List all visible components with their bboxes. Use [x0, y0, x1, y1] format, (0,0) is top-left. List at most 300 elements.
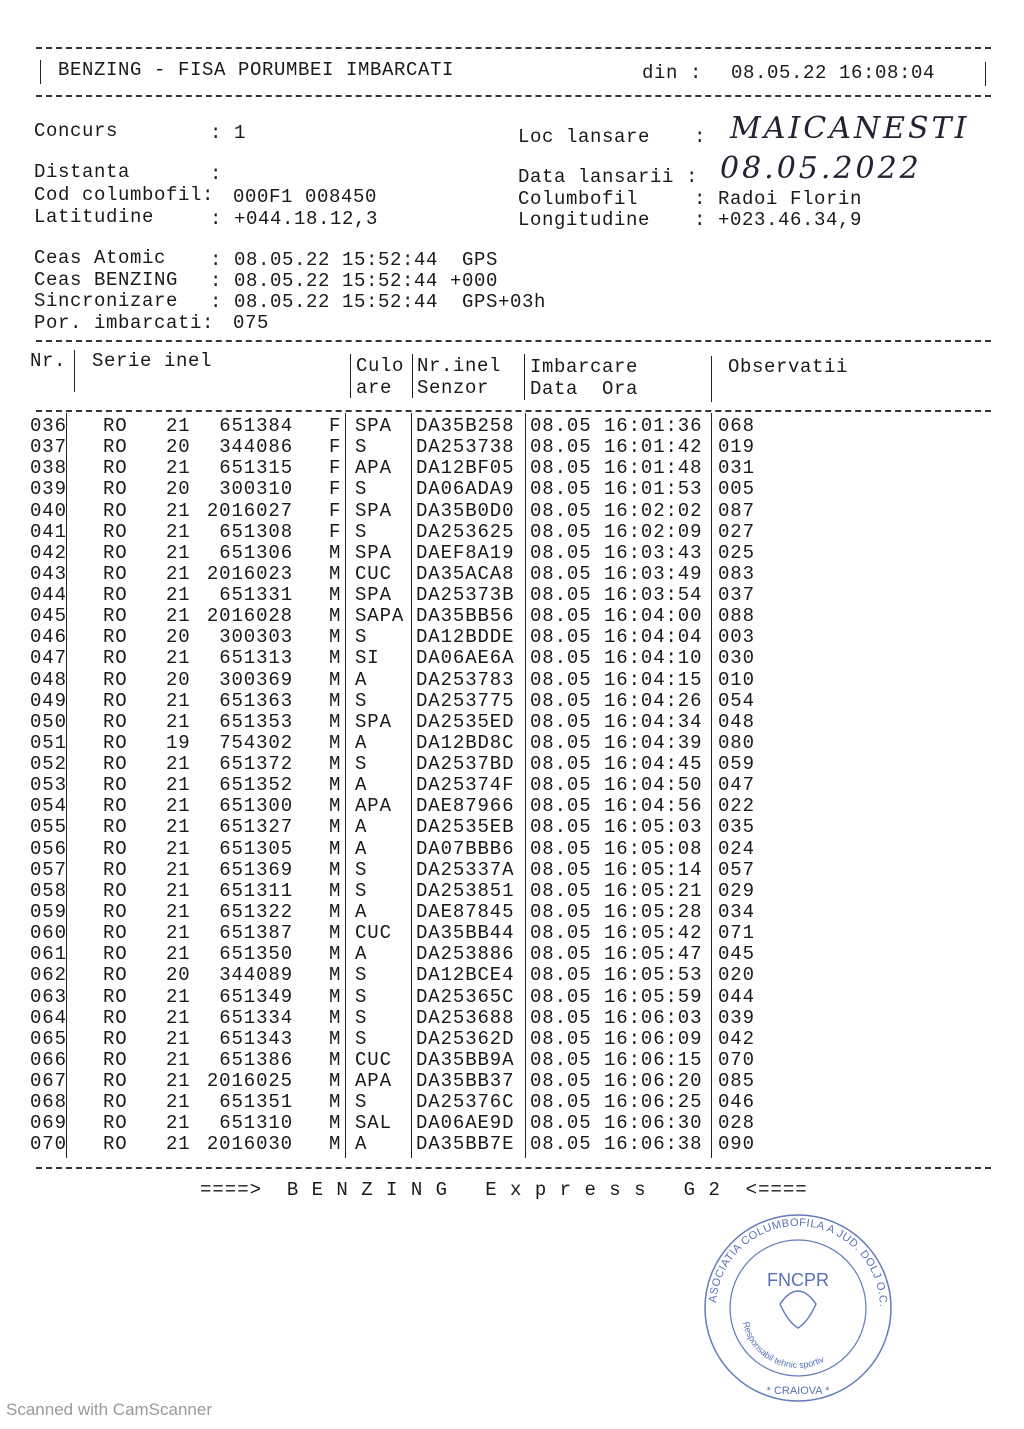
sex: F [329, 415, 342, 437]
row-nr: 069 [30, 1112, 67, 1135]
din-value: 08.05.22 16:08:04 [731, 62, 936, 84]
sex: F [329, 520, 342, 543]
ring-year: 20 [166, 626, 191, 649]
ring-country: RO [103, 541, 128, 564]
svg-text:Responsabil tehnic sportiv: Responsabil tehnic sportiv [740, 1320, 826, 1371]
color: CUC [355, 562, 392, 585]
sex: M [329, 731, 342, 754]
embark-date: 08.05 [530, 647, 592, 670]
ring-year: 21 [166, 1048, 191, 1071]
sex: M [329, 626, 342, 649]
ring-number: 651322 [219, 900, 293, 923]
document-title: BENZING - FISA PORUMBEI IMBARCATI [58, 59, 455, 81]
table-row [0, 648, 1024, 669]
observation: 027 [718, 520, 755, 543]
embark-date: 08.05 [530, 985, 592, 1008]
color: A [355, 943, 368, 966]
ring-country: RO [103, 584, 128, 607]
ring-year: 20 [166, 478, 191, 501]
footer-banner: ====> B E N Z I N G E x p r e s s G 2 <==== [200, 1179, 808, 1201]
embark-date: 08.05 [530, 1070, 592, 1093]
color: SI [355, 647, 380, 670]
sex: M [329, 1112, 342, 1135]
embark-date: 08.05 [530, 605, 592, 628]
row-nr: 065 [30, 1027, 67, 1050]
ring-country: RO [103, 562, 128, 585]
row-nr: 047 [30, 647, 67, 670]
color: SAL [355, 1112, 392, 1135]
longitudine-value: : +023.46.34,9 [694, 209, 863, 231]
sex: M [329, 1091, 342, 1114]
data-lansarii-label: Data lansarii : [518, 166, 699, 188]
ring-year: 21 [166, 816, 191, 839]
sensor-ring: DA2535EB [416, 816, 515, 839]
row-nr: 059 [30, 900, 67, 923]
divider [412, 354, 413, 398]
table-row [0, 839, 1024, 860]
ring-number: 651343 [219, 1027, 293, 1050]
table-row [0, 965, 1024, 986]
embark-date: 08.05 [530, 795, 592, 818]
ring-year: 21 [166, 1112, 191, 1135]
ring-year: 21 [166, 1091, 191, 1114]
sex: M [329, 900, 342, 923]
ring-number: 344086 [219, 436, 293, 459]
sex: M [329, 605, 342, 628]
ceas-benzing-label: Ceas BENZING [34, 269, 179, 291]
embark-date: 08.05 [530, 478, 592, 501]
divider [36, 95, 991, 97]
embark-time: 16:06:15 [604, 1048, 703, 1071]
ring-year: 21 [166, 457, 191, 480]
sensor-ring: DA35BB37 [416, 1070, 515, 1093]
ring-year: 21 [166, 922, 191, 945]
sex: M [329, 1133, 342, 1156]
table-row [0, 437, 1024, 458]
ring-year: 21 [166, 837, 191, 860]
table-row [0, 733, 1024, 754]
ring-year: 21 [166, 1070, 191, 1093]
embark-time: 16:03:54 [604, 584, 703, 607]
embark-time: 16:01:53 [604, 478, 703, 501]
embark-time: 16:06:20 [604, 1070, 703, 1093]
ring-country: RO [103, 943, 128, 966]
sensor-ring: DA35B0D0 [416, 499, 515, 522]
observation: 019 [718, 436, 755, 459]
row-nr: 039 [30, 478, 67, 501]
ring-number: 651349 [219, 985, 293, 1008]
observation: 054 [718, 689, 755, 712]
sensor-ring: DA25376C [416, 1091, 515, 1114]
sensor-ring: DA253783 [416, 668, 515, 691]
table-row [0, 606, 1024, 627]
embark-time: 16:04:26 [604, 689, 703, 712]
observation: 037 [718, 584, 755, 607]
sensor-ring: DA06AE9D [416, 1112, 515, 1135]
ring-year: 21 [166, 710, 191, 733]
divider [36, 340, 991, 342]
observation: 087 [718, 499, 755, 522]
ring-country: RO [103, 415, 128, 437]
embark-time: 16:05:47 [604, 943, 703, 966]
ring-number: 651387 [219, 922, 293, 945]
row-nr: 036 [30, 415, 67, 437]
observation: 024 [718, 837, 755, 860]
sex: M [329, 964, 342, 987]
row-nr: 057 [30, 858, 67, 881]
table-row [0, 1008, 1024, 1029]
table-row [0, 1113, 1024, 1134]
latitudine-value: : +044.18.12,3 [210, 208, 379, 230]
color: A [355, 837, 368, 860]
ring-number: 651313 [219, 647, 293, 670]
embark-time: 16:04:15 [604, 668, 703, 691]
table-row [0, 796, 1024, 817]
ring-country: RO [103, 1006, 128, 1029]
row-nr: 037 [30, 436, 67, 459]
observation: 028 [718, 1112, 755, 1135]
ceas-benzing-value: : 08.05.22 15:52:44 +000 [210, 270, 499, 292]
observation: 039 [718, 1006, 755, 1029]
por-imbarcati-value: 075 [233, 312, 270, 334]
divider [74, 350, 75, 392]
ring-country: RO [103, 689, 128, 712]
col-nr: Nr. [30, 350, 67, 372]
embark-time: 16:05:08 [604, 837, 703, 860]
embark-time: 16:04:00 [604, 605, 703, 628]
cod-columbofil-value: 000F1 008450 [233, 186, 378, 208]
sensor-ring: DAE87845 [416, 900, 515, 923]
ring-country: RO [103, 668, 128, 691]
ring-year: 21 [166, 584, 191, 607]
sex: M [329, 1027, 342, 1050]
embark-time: 16:03:43 [604, 541, 703, 564]
observation: 045 [718, 943, 755, 966]
row-nr: 040 [30, 499, 67, 522]
ring-number: 300369 [219, 668, 293, 691]
ring-number: 651363 [219, 689, 293, 712]
ring-number: 651331 [219, 584, 293, 607]
embark-date: 08.05 [530, 584, 592, 607]
table-row [0, 1029, 1024, 1050]
sensor-ring: DA07BBB6 [416, 837, 515, 860]
ring-year: 21 [166, 985, 191, 1008]
table-row [0, 501, 1024, 522]
ring-year: 21 [166, 647, 191, 670]
embark-time: 16:05:28 [604, 900, 703, 923]
table-row [0, 944, 1024, 965]
data-lansarii-handwritten: 08.05.2022 [720, 151, 922, 186]
color: S [355, 753, 368, 776]
embark-time: 16:02:09 [604, 520, 703, 543]
row-nr: 066 [30, 1048, 67, 1071]
sensor-ring: DAEF8A19 [416, 541, 515, 564]
sensor-ring: DA253625 [416, 520, 515, 543]
row-nr: 050 [30, 710, 67, 733]
sex: M [329, 668, 342, 691]
ring-year: 21 [166, 1133, 191, 1156]
embark-time: 16:05:42 [604, 922, 703, 945]
embark-date: 08.05 [530, 943, 592, 966]
col-culoare-2: are [356, 377, 393, 399]
row-nr: 048 [30, 668, 67, 691]
sex: M [329, 922, 342, 945]
table-row [0, 1050, 1024, 1071]
color: APA [355, 457, 392, 480]
observation: 080 [718, 731, 755, 754]
ring-number: 300310 [219, 478, 293, 501]
observation: 071 [718, 922, 755, 945]
embark-time: 16:04:45 [604, 753, 703, 776]
ring-number: 651384 [219, 415, 293, 437]
sensor-ring: DA35B258 [416, 415, 515, 437]
observation: 047 [718, 774, 755, 797]
ring-number: 651353 [219, 710, 293, 733]
observation: 090 [718, 1133, 755, 1156]
color: S [355, 478, 368, 501]
sensor-ring: DA25337A [416, 858, 515, 881]
por-imbarcati-label: Por. imbarcati: [34, 312, 215, 334]
table-row [0, 479, 1024, 500]
embark-time: 16:04:04 [604, 626, 703, 649]
ring-year: 21 [166, 1006, 191, 1029]
sensor-ring: DA06ADA9 [416, 478, 515, 501]
ring-year: 20 [166, 668, 191, 691]
row-nr: 055 [30, 816, 67, 839]
observation: 070 [718, 1048, 755, 1071]
sincronizare-label: Sincronizare [34, 290, 179, 312]
sensor-ring: DA25374F [416, 774, 515, 797]
embark-date: 08.05 [530, 1006, 592, 1029]
color: SPA [355, 415, 392, 437]
sensor-ring: DA12BF05 [416, 457, 515, 480]
columbofil-label: Columbofil [518, 188, 639, 210]
embark-date: 08.05 [530, 774, 592, 797]
observation: 068 [718, 415, 755, 437]
embark-date: 08.05 [530, 499, 592, 522]
table-row [0, 691, 1024, 712]
color: S [355, 436, 368, 459]
col-culoare-1: Culo [356, 355, 405, 377]
observation: 025 [718, 541, 755, 564]
embark-time: 16:06:30 [604, 1112, 703, 1135]
table-row [0, 902, 1024, 923]
color: A [355, 900, 368, 923]
col-nr-inel-1: Nr.inel [417, 355, 502, 377]
sex: M [329, 710, 342, 733]
color: S [355, 689, 368, 712]
color: S [355, 1091, 368, 1114]
color: A [355, 816, 368, 839]
observation: 048 [718, 710, 755, 733]
embark-date: 08.05 [530, 922, 592, 945]
ring-year: 21 [166, 753, 191, 776]
embark-time: 16:04:50 [604, 774, 703, 797]
ring-number: 651308 [219, 520, 293, 543]
sensor-ring: DA35BB56 [416, 605, 515, 628]
observation: 005 [718, 478, 755, 501]
sensor-ring: DA35BB7E [416, 1133, 515, 1156]
color: APA [355, 1070, 392, 1093]
sex: M [329, 1048, 342, 1071]
color: S [355, 626, 368, 649]
sensor-ring: DA25362D [416, 1027, 515, 1050]
embark-time: 16:05:53 [604, 964, 703, 987]
row-nr: 062 [30, 964, 67, 987]
observation: 020 [718, 964, 755, 987]
color: SPA [355, 710, 392, 733]
row-nr: 043 [30, 562, 67, 585]
row-nr: 053 [30, 774, 67, 797]
ring-number: 651305 [219, 837, 293, 860]
sex: M [329, 753, 342, 776]
cod-columbofil-label: Cod columbofil: [34, 184, 215, 206]
embark-time: 16:05:03 [604, 816, 703, 839]
row-nr: 046 [30, 626, 67, 649]
columbofil-value: : Radoi Florin [694, 188, 863, 210]
ring-number: 2016028 [206, 605, 293, 628]
sex: F [329, 478, 342, 501]
color: A [355, 774, 368, 797]
divider [985, 62, 986, 86]
row-nr: 064 [30, 1006, 67, 1029]
sensor-ring: DA06AE6A [416, 647, 515, 670]
ring-number: 651351 [219, 1091, 293, 1114]
sensor-ring: DA2535ED [416, 710, 515, 733]
ring-year: 21 [166, 520, 191, 543]
color: A [355, 731, 368, 754]
col-observatii: Observatii [728, 356, 849, 378]
color: SPA [355, 541, 392, 564]
ring-year: 21 [166, 499, 191, 522]
ring-number: 754302 [219, 731, 293, 754]
embark-time: 16:02:02 [604, 499, 703, 522]
color: APA [355, 795, 392, 818]
ring-year: 21 [166, 689, 191, 712]
color: S [355, 858, 368, 881]
color: A [355, 668, 368, 691]
sex: M [329, 879, 342, 902]
loc-lansare-colon: : [694, 126, 707, 148]
table-row [0, 923, 1024, 944]
ring-number: 2016025 [206, 1070, 293, 1093]
ring-year: 21 [166, 562, 191, 585]
camscanner-watermark: Scanned with CamScanner [6, 1400, 213, 1419]
table-row [0, 627, 1024, 648]
table-row [0, 564, 1024, 585]
ring-country: RO [103, 1112, 128, 1135]
ring-number: 651386 [219, 1048, 293, 1071]
svg-text:ASOCIATIA COLUMBOFILA A JUD. D: ASOCIATIA COLUMBOFILA A JUD. DOLJ O.C. [707, 1216, 890, 1308]
embark-date: 08.05 [530, 753, 592, 776]
ring-number: 651300 [219, 795, 293, 818]
sex: M [329, 1070, 342, 1093]
sensor-ring: DA25373B [416, 584, 515, 607]
ring-country: RO [103, 520, 128, 543]
embark-date: 08.05 [530, 964, 592, 987]
embark-date: 08.05 [530, 457, 592, 480]
embark-time: 16:05:14 [604, 858, 703, 881]
sex: F [329, 499, 342, 522]
divider [711, 356, 712, 402]
embark-time: 16:04:39 [604, 731, 703, 754]
color: S [355, 520, 368, 543]
ring-number: 651369 [219, 858, 293, 881]
observation: 088 [718, 605, 755, 628]
sensor-ring: DA25365C [416, 985, 515, 1008]
embark-date: 08.05 [530, 900, 592, 923]
sex: M [329, 985, 342, 1008]
color: S [355, 1027, 368, 1050]
concurs-value: : 1 [210, 122, 247, 144]
col-imbarcare: Imbarcare [530, 356, 639, 378]
embark-time: 16:04:10 [604, 647, 703, 670]
row-nr: 060 [30, 922, 67, 945]
embark-date: 08.05 [530, 731, 592, 754]
ring-country: RO [103, 774, 128, 797]
ring-country: RO [103, 795, 128, 818]
table-row [0, 987, 1024, 1008]
ring-number: 300303 [219, 626, 293, 649]
svg-text:FNCPR: FNCPR [767, 1270, 829, 1290]
embark-date: 08.05 [530, 626, 592, 649]
latitudine-label: Latitudine [34, 206, 155, 228]
observation: 010 [718, 668, 755, 691]
distanta-label: Distanta [34, 161, 131, 183]
embark-date: 08.05 [530, 689, 592, 712]
ring-number: 2016023 [206, 562, 293, 585]
ring-country: RO [103, 1133, 128, 1156]
sensor-ring: DA253738 [416, 436, 515, 459]
table-row [0, 522, 1024, 543]
table-row [0, 775, 1024, 796]
observation: 030 [718, 647, 755, 670]
table-row [0, 670, 1024, 691]
row-nr: 051 [30, 731, 67, 754]
row-nr: 061 [30, 943, 67, 966]
longitudine-label: Longitudine [518, 209, 651, 231]
observation: 031 [718, 457, 755, 480]
color: S [355, 964, 368, 987]
embark-date: 08.05 [530, 562, 592, 585]
ring-country: RO [103, 858, 128, 881]
embark-date: 08.05 [530, 520, 592, 543]
sex: M [329, 858, 342, 881]
sex: M [329, 689, 342, 712]
sex: M [329, 647, 342, 670]
ring-year: 20 [166, 964, 191, 987]
ring-number: 651350 [219, 943, 293, 966]
observation: 042 [718, 1027, 755, 1050]
embark-date: 08.05 [530, 879, 592, 902]
ceas-atomic-label: Ceas Atomic [34, 247, 167, 269]
sex: F [329, 436, 342, 459]
divider [36, 1167, 991, 1169]
ring-country: RO [103, 605, 128, 628]
ring-country: RO [103, 1070, 128, 1093]
table-row [0, 1092, 1024, 1113]
embark-date: 08.05 [530, 816, 592, 839]
ring-year: 20 [166, 436, 191, 459]
color: A [355, 1133, 368, 1156]
ring-country: RO [103, 816, 128, 839]
table-row [0, 712, 1024, 733]
table-row [0, 458, 1024, 479]
association-stamp [700, 1212, 896, 1404]
table-row [0, 1071, 1024, 1092]
row-nr: 056 [30, 837, 67, 860]
ring-year: 21 [166, 415, 191, 437]
